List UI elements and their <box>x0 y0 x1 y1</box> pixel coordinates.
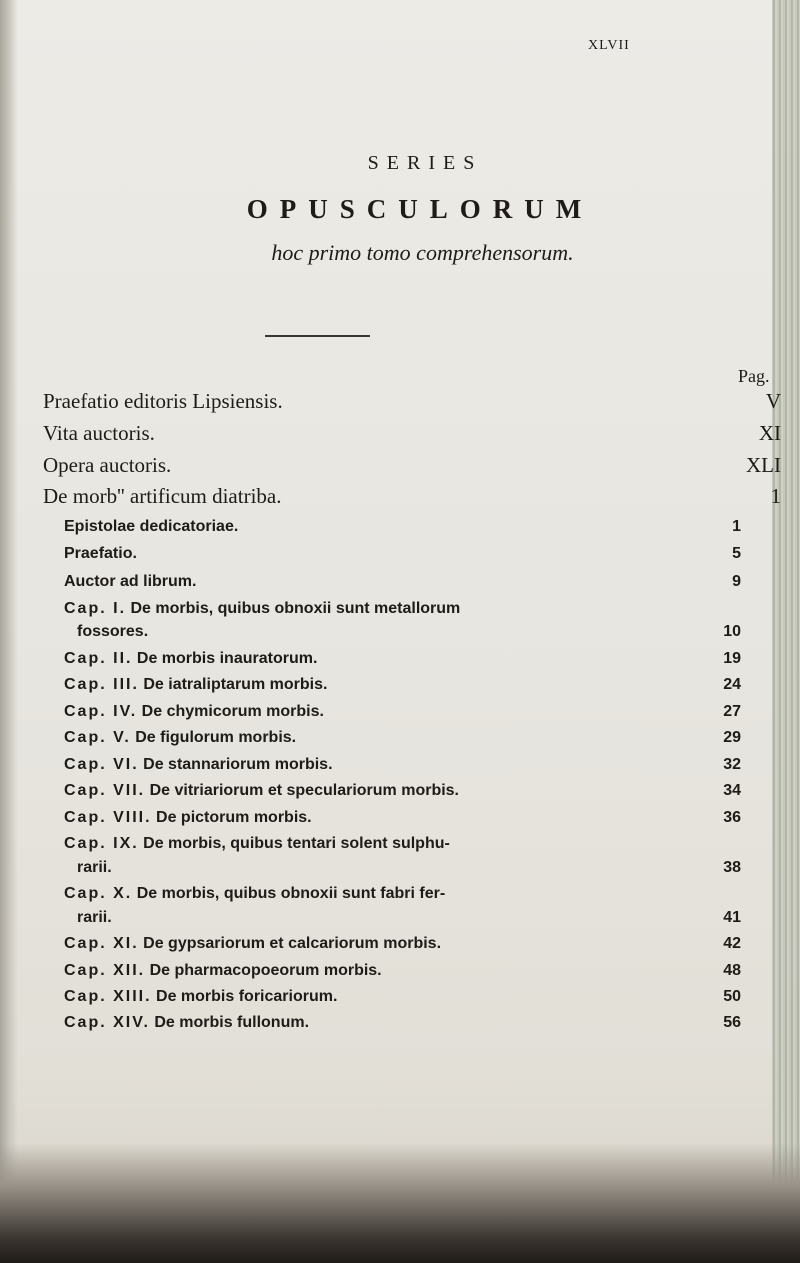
chapter-number: Cap. XII. <box>64 962 146 979</box>
pag-column-label: Pag. <box>738 366 770 386</box>
chapter-page: 34 <box>723 782 741 799</box>
gutter-shadow <box>0 0 18 1263</box>
chapter-title: De morbis, quibus obnoxii sunt metallorum <box>130 600 461 617</box>
chapter-page: 19 <box>723 650 741 667</box>
toc-entry-title: Vita auctoris. <box>43 421 155 445</box>
chapter-number: Cap. XI. <box>64 935 139 952</box>
toc-entry-page: XLI <box>746 453 781 477</box>
toc-entry-page: V <box>765 389 781 413</box>
chapter-title: De chymicorum morbis. <box>141 703 324 720</box>
chapter-title-continued: fossores. <box>77 623 149 640</box>
chapter-title: De pharmacopoeorum morbis. <box>149 962 382 979</box>
chapter-title: De morbis foricariorum. <box>156 988 338 1005</box>
chapter-page: 27 <box>723 703 741 720</box>
chapter-page: 41 <box>723 909 741 926</box>
chapter-title: De vitriariorum et speculariorum morbis. <box>149 782 459 799</box>
toc-entry-title: Auctor ad librum. <box>64 573 197 590</box>
page-edge <box>772 0 800 1263</box>
toc-entry-page: 1 <box>732 518 741 535</box>
toc-entry-page: 9 <box>732 573 741 590</box>
chapter-number: Cap. IX. <box>64 835 139 852</box>
toc-entry-title: Praefatio editoris Lipsiensis. <box>43 389 283 413</box>
chapter-number: Cap. V. <box>64 729 131 746</box>
chapter-number: Cap. I. <box>64 600 127 617</box>
chapter-number: Cap. IV. <box>64 703 138 720</box>
page-number: XLVII <box>588 38 630 53</box>
chapter-number: Cap. XIII. <box>64 988 152 1005</box>
chapter-number: Cap. VIII. <box>64 809 152 826</box>
chapter-page: 29 <box>723 729 741 746</box>
toc-entry-page: 1 <box>770 484 781 508</box>
toc-entry-title: Epistolae dedicatoriae. <box>64 518 239 535</box>
chapter-page: 42 <box>723 935 741 952</box>
toc-entry-title: Opera auctoris. <box>43 453 172 477</box>
chapter-number: Cap. II. <box>64 650 133 667</box>
chapter-page: 38 <box>723 859 741 876</box>
chapter-title: De morbis, quibus tentari solent sulphu- <box>143 835 450 852</box>
chapter-page: 10 <box>723 623 741 640</box>
toc-entry-title: Praefatio. <box>64 545 137 562</box>
divider-rule <box>265 335 370 337</box>
chapter-number: Cap. VI. <box>64 756 139 773</box>
toc-entry-page: 5 <box>732 545 741 562</box>
chapter-page: 50 <box>723 988 741 1005</box>
chapter-title: De morbis, quibus obnoxii sunt fabri fer- <box>136 885 446 902</box>
chapter-number: Cap. III. <box>64 676 139 693</box>
chapter-title: De iatraliptarum morbis. <box>143 676 328 693</box>
chapter-title: De morbis inauratorum. <box>136 650 318 667</box>
chapter-page: 56 <box>723 1014 741 1031</box>
chapter-title: De stannariorum morbis. <box>143 756 333 773</box>
chapter-page: 24 <box>723 676 741 693</box>
chapter-page: 48 <box>723 962 741 979</box>
chapter-number: Cap. XIV. <box>64 1014 150 1031</box>
chapter-title: De pictorum morbis. <box>156 809 312 826</box>
chapter-title-continued: rarii. <box>77 859 112 876</box>
toc-entry-title: De morb'' artificum diatriba. <box>43 484 282 508</box>
chapter-number: Cap. X. <box>64 885 133 902</box>
toc-entry-page: XI <box>758 421 781 445</box>
chapter-page: 32 <box>723 756 741 773</box>
chapter-title: De morbis fullonum. <box>154 1014 310 1031</box>
chapter-title-continued: rarii. <box>77 909 112 926</box>
page-bottom-shadow <box>0 1143 800 1263</box>
chapter-title: De gypsariorum et calcariorum morbis. <box>143 935 442 952</box>
chapter-number: Cap. VII. <box>64 782 146 799</box>
title-heading: OPUSCULORUM <box>246 194 594 224</box>
chapter-page: 36 <box>723 809 741 826</box>
subtitle: hoc primo tomo comprehensorum. <box>271 240 574 265</box>
series-heading: SERIES <box>367 152 483 174</box>
chapter-title: De figulorum morbis. <box>135 729 297 746</box>
